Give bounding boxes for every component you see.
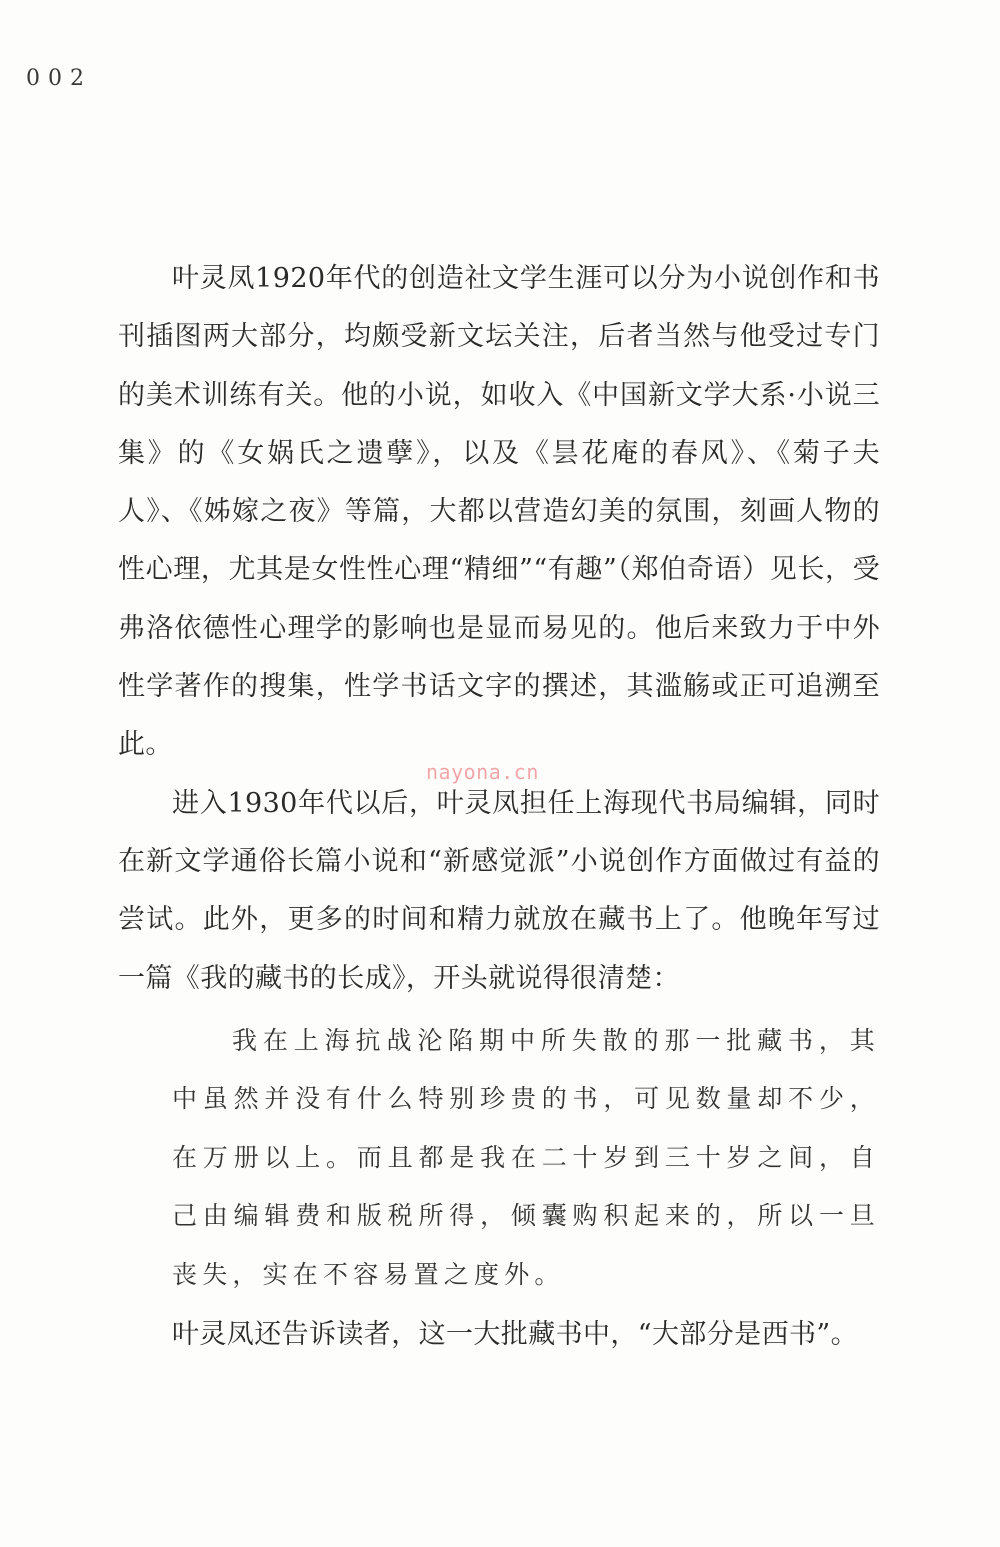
paragraph-1: 叶灵凤1920年代的创造社文学生涯可以分为小说创作和书刊插图两大部分，均颇受新文坛关注，后者当然与他受过专门的美术训练有关。他的小说，如收入《中国新文学大系·小说三集》的《女娲氏之遗孽》，以及《昙花庵的春风》、《菊子夫人》、《姊嫁之夜》等篇，大都以营造幻美的氛围，刻画人物的性心理，尤其是女性性心理“精细”“有趣”（郑伯奇语）见长，受弗洛依德性心理学的影响也是显而易见的。他后来致力于中外性学著作的搜集，性学书话文字的撰述，其滥觞或正可追溯至此。 <box>118 263 880 761</box>
watermark-text: nayona.cn <box>426 760 539 784</box>
body-text <box>118 250 880 1365</box>
block-quote: 我在上海抗战沦陷期中所失散的那一批藏书，其中虽然并没有什么特别珍贵的书，可见数量却不少，在万册以上。而且都是我在二十岁到三十岁之间，自己由编辑费和版税所得，倾囊购积起来的，所以一旦丧失，实在不容易置之度外。 <box>172 1025 880 1289</box>
paragraph-3: 叶灵凤还告诉读者，这一大批藏书中，“大部分是西书”。 <box>172 1319 859 1351</box>
page-number: 002 <box>26 66 92 91</box>
paragraph-2: 进入1930年代以后，叶灵凤担任上海现代书局编辑，同时在新文学通俗长篇小说和“新感觉派”小说创作方面做过有益的尝试。此外，更多的时间和精力就放在藏书上了。他晚年写过一篇《我的藏书的长成》，开头就说得很清楚： <box>118 787 880 994</box>
